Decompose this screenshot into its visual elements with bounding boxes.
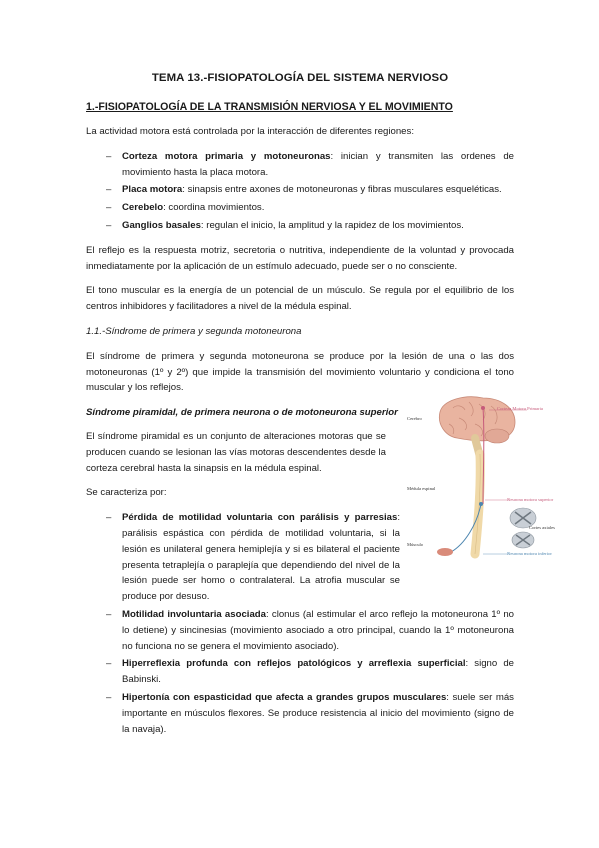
- reflex-paragraph: El reflejo es la respuesta motriz, secretoria o nutritiva, independiente de la voluntad y provocada inmediatamente por la aplicación de un estímulo adecuado, puede ser o no consciente.: [86, 244, 514, 272]
- list-item: [86, 218, 514, 234]
- list-item-term: Hipertonía con espasticidad que afecta a grandes grupos musculares: [122, 691, 447, 703]
- motor-pathway-figure: [405, 394, 555, 562]
- syndrome-paragraph: El síndrome de primera y segunda motoneurona se produce por la lesión de una o las dos motoneuronas (1º y 2º) que impide la transmisión del movimiento voluntario y condiciona el tono muscular y los reflejos.: [86, 350, 514, 394]
- dash-bullet: –: [106, 202, 112, 214]
- dash-bullet: –: [106, 512, 112, 524]
- dash-bullet: –: [106, 219, 112, 231]
- label-neurona-superior: Neurona motora superior: [507, 497, 554, 502]
- intro-paragraph: La actividad motora está controlada por la interacción de diferentes regiones:: [86, 126, 414, 137]
- list-item: [86, 510, 400, 605]
- cord-section-lower: [512, 532, 534, 548]
- list-item: [86, 690, 514, 737]
- list-item-text: : clonus (al estimular el arco reflejo la motoneurona 1º no lo detiene) y sincinesias (movimiento asociado a otro principal, cuando la 1º motoneurona no funciona no se genera el movimiento asociado).: [122, 608, 515, 652]
- pyramidal-paragraph: El síndrome piramidal es un conjunto de alteraciones motoras que se producen cuando se lesionan las vías motoras descendentes desde la corteza cerebral hasta la sinapsis en la médula espinal.: [86, 430, 386, 474]
- list-item-text: : sinapsis entre axones de motoneuronas y fibras musculares esqueléticas.: [182, 184, 502, 196]
- subsection-heading: 1.1.-Síndrome de primera y segunda motoneurona: [86, 325, 302, 337]
- pyramidal-heading: Síndrome piramidal, de primera neurona o de motoneurona superior: [86, 407, 398, 419]
- label-cortes-axiales: Cortes axiales: [529, 525, 555, 530]
- label-medula: Médula espinal: [407, 486, 436, 491]
- list-item-term: Hiperreflexia profunda con reflejos patológicos y arreflexia superficial: [122, 658, 466, 670]
- list-item-text: : signo de Babinski.: [122, 658, 514, 686]
- list-item-term: Ganglios basales: [122, 219, 201, 231]
- list-item-term: Placa motora: [122, 184, 183, 196]
- label-musculo: Músculo: [407, 542, 424, 547]
- regions-list: [86, 149, 514, 234]
- label-neurona-inferior: Neurona motora inferior: [507, 551, 552, 556]
- list-item: [86, 149, 514, 181]
- list-item-term: Cerebelo: [122, 202, 164, 214]
- muscle-shape: [437, 548, 453, 556]
- motor-pathway-illustration: [405, 394, 555, 562]
- tone-paragraph: El tono muscular es la energía de un potencial de un músculo. Se regula por el equilibrio de los centros inhibidores y facilitadores a nivel de la médula espinal.: [86, 285, 514, 313]
- dash-bullet: –: [106, 150, 112, 162]
- dash-bullet: –: [106, 658, 112, 670]
- cerebellum-shape: [485, 429, 509, 443]
- list-item-text: : inician y transmiten las ordenes de movimiento hasta la placa motora.: [122, 150, 515, 178]
- list-item-term: Pérdida de motilidad voluntaria con parálisis y parresias: [122, 512, 398, 524]
- list-item: [86, 656, 514, 688]
- list-item-text: : coordina movimientos.: [163, 202, 265, 214]
- label-cerebro: Cerebro: [407, 416, 422, 421]
- list-item: [86, 200, 514, 216]
- list-item: [86, 182, 514, 198]
- list-item-text: : parálisis espástica con pérdida de motilidad voluntaria, si la lesión es unilateral genera hemiplejía y si es bilateral el paciente presenta tetraplejía o paraplejía que dependiendo del nivel de la lesión puede ser homo o contralateral. La atrofia muscular se produce por desuso.: [122, 512, 400, 603]
- dash-bullet: –: [106, 691, 112, 703]
- dash-bullet: –: [106, 184, 112, 196]
- list-item: [86, 607, 514, 654]
- page-title: TEMA 13.-FISIOPATOLOGÍA DEL SISTEMA NERVIOSO: [151, 72, 449, 84]
- dash-bullet: –: [106, 608, 112, 620]
- list-item-text: : suele ser más importante en músculos flexores. Se produce resistencia al inicio del movimiento (signo de la navaja).: [122, 691, 514, 735]
- list-item-text: : regulan el inicio, la amplitud y la rapidez de los movimientos.: [200, 219, 464, 231]
- list-item-term: Motilidad involuntaria asociada: [122, 608, 266, 620]
- section-heading: 1.-FISIOPATOLOGÍA DE LA TRANSMISIÓN NERVIOSA Y EL MOVIMIENTO: [86, 101, 453, 113]
- characterized-label: Se caracteriza por:: [86, 487, 167, 499]
- label-corteza: Corteza Motora Primaria: [497, 406, 543, 411]
- list-item-term: Corteza motora primaria y motoneuronas: [122, 150, 331, 162]
